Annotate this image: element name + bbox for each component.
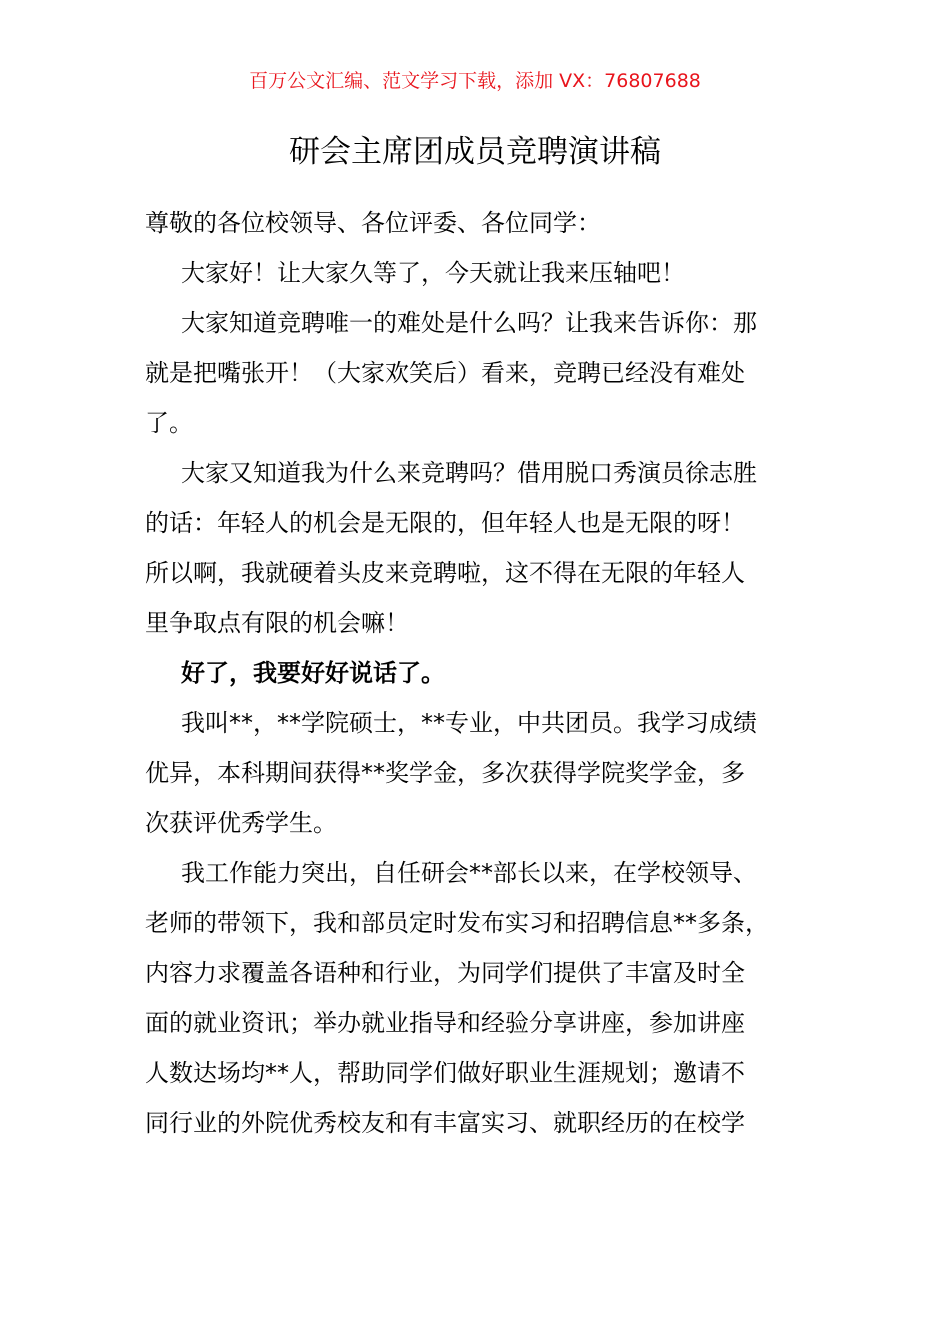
document-title: 研会主席团成员竞聘演讲稿 xyxy=(289,134,661,170)
paragraph-transition: 好了，我要好好说话了。 xyxy=(181,659,445,687)
paragraph-difficulty: 大家知道竞聘唯一的难处是什么吗？让我来告诉你：那 就是把嘴张开！（大家欢笑后）看来，竞聘已经没有难处 了。 xyxy=(145,309,757,437)
salutation: 尊敬的各位校领导、各位评委、各位同学： xyxy=(145,209,601,237)
document-body xyxy=(145,198,810,1148)
paragraph-introduction: 我叫**，**学院硕士，**专业，中共团员。我学习成绩 优异，本科期间获得**奖学金，多次获得学院奖学金，多 次获评优秀学生。 xyxy=(145,709,757,837)
header-banner: 百万公文汇编、范文学习下载，添加 VX：76807688 xyxy=(249,70,701,92)
paragraph-work-ability: 我工作能力突出，自任研会**部长以来，在学校领导、 老师的带领下，我和部员定时发布实习和招聘信息**多条， 内容力求覆盖各语种和行业，为同学们提供了丰富及时全 面的就业资讯；举办就业指导和经验分享讲座，参加讲座 人数达场均**人，帮助同学们做好职业生涯规划；邀请不 同行业的外院优秀校友和有丰富实习、就职经历的在校学 xyxy=(145,859,769,1137)
paragraph-motivation: 大家又知道我为什么来竞聘吗？借用脱口秀演员徐志胜 的话：年轻人的机会是无限的，但年轻人也是无限的呀！ 所以啊，我就硬着头皮来竞聘啦，这不得在无限的年轻人 里争取点有限的机会嘛！ xyxy=(145,459,757,637)
paragraph-greeting: 大家好！让大家久等了，今天就让我来压轴吧！ xyxy=(181,259,685,287)
